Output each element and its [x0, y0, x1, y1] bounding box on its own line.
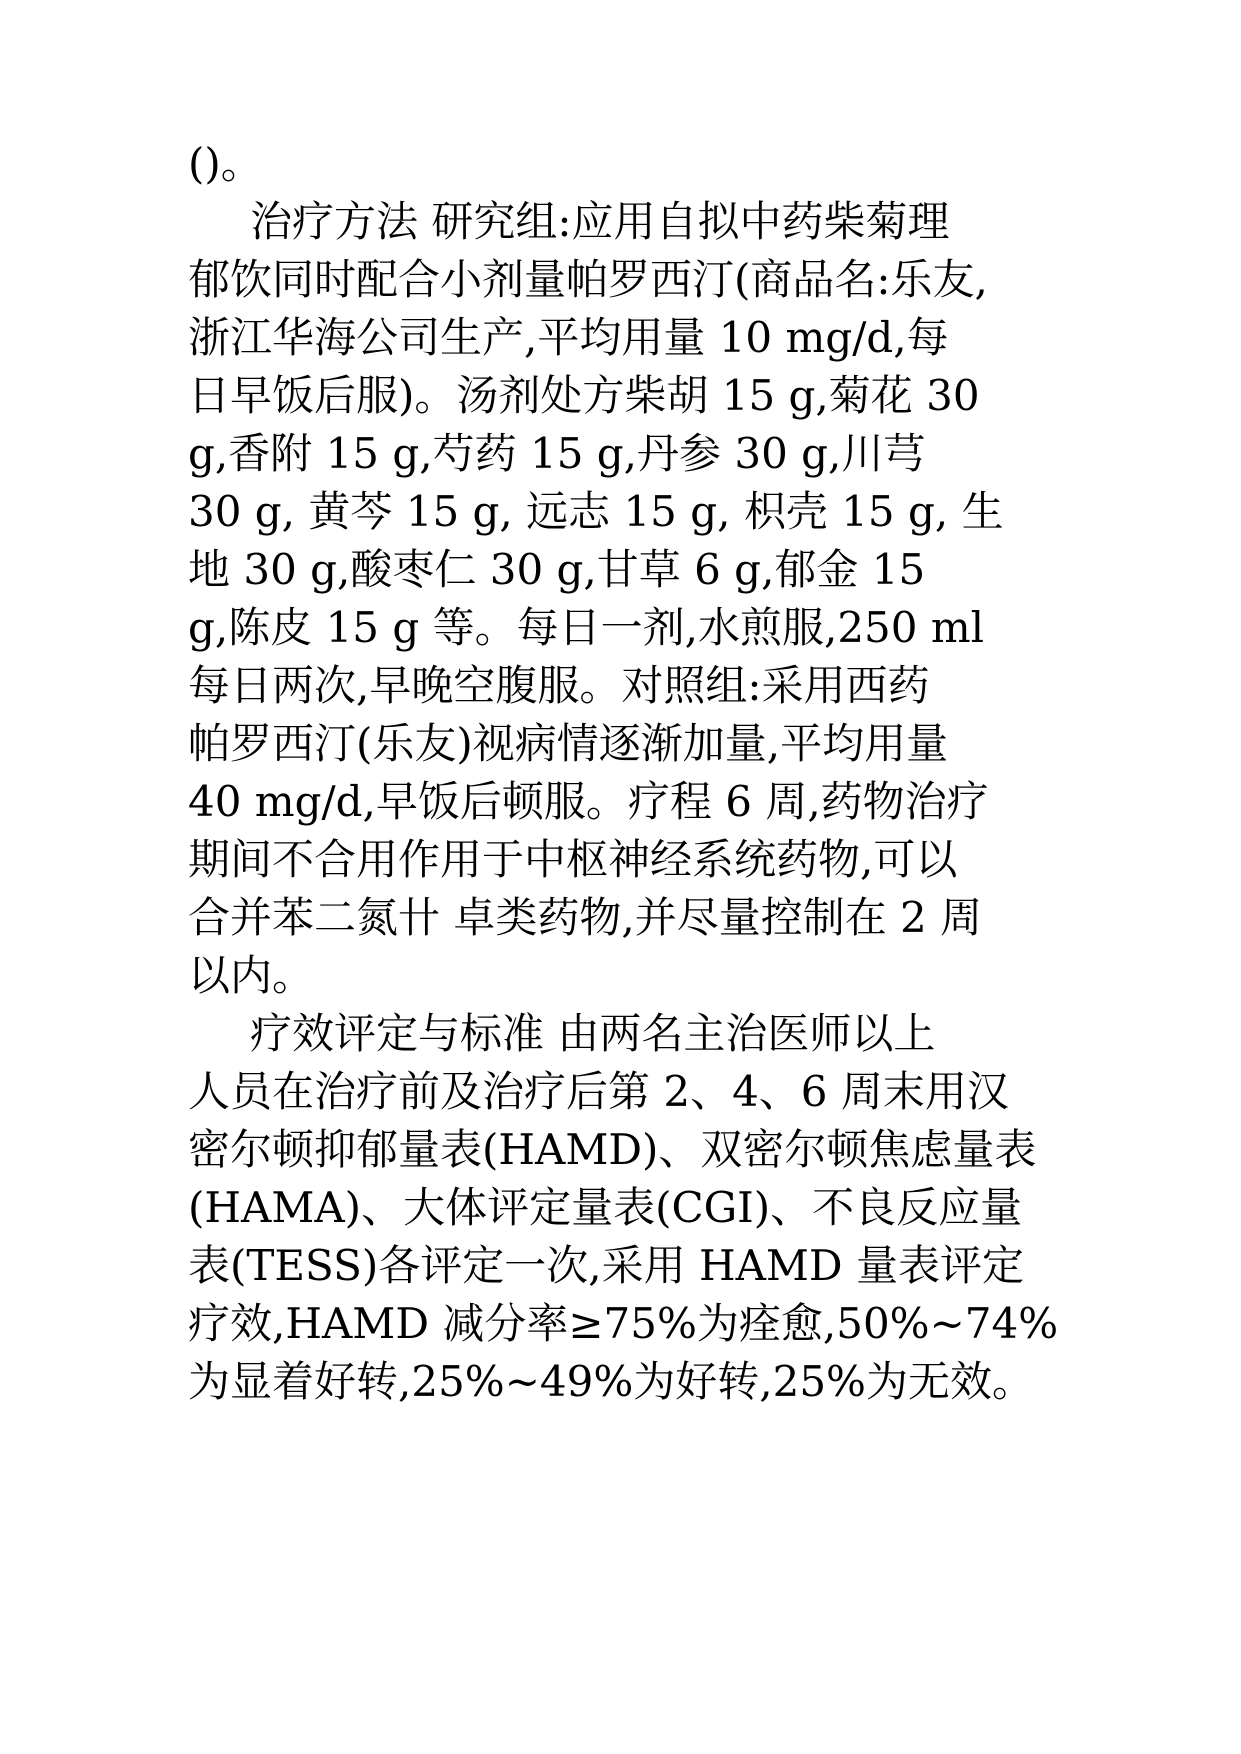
text-line: 浙江华海公司生产,平均用量 10 mg/d,每 [188, 313, 949, 362]
text-line: 合并苯二氮卄 卓类药物,并尽量控制在 2 周 [188, 893, 983, 942]
paragraph-treatment-methods-start: 治疗方法 研究组:应用自拟中药柴菊理 [250, 197, 950, 246]
text-line: 30 g, 黄芩 15 g, 远志 15 g, 枳壳 15 g, 生 [188, 487, 1004, 536]
text-line: 以内。 [188, 951, 315, 1000]
text-line: (HAMA)、大体评定量表(CGI)、不良反应量 [188, 1183, 1023, 1232]
text-line: 地 30 g,酸枣仁 30 g,甘草 6 g,郁金 15 [188, 545, 926, 594]
text-line: 郁饮同时配合小剂量帕罗西汀(商品名:乐友, [188, 255, 988, 304]
text-line: ()。 [188, 139, 263, 188]
text-line: 40 mg/d,早饭后顿服。疗程 6 周,药物治疗 [188, 777, 989, 826]
text-line: 帕罗西汀(乐友)视病情逐渐加量,平均用量 [188, 719, 949, 768]
text-line: 期间不合用作用于中枢神经系统药物,可以 [188, 835, 958, 884]
text-line: g,陈皮 15 g 等。每日一剂,水煎服,250 ml [188, 603, 985, 652]
text-line: 密尔顿抑郁量表(HAMD)、双密尔顿焦虑量表 [188, 1125, 1037, 1174]
text-line: 每日两次,早晚空腹服。对照组:采用西药 [188, 661, 930, 710]
text-line: 人员在治疗前及治疗后第 2、4、6 周末用汉 [188, 1067, 1009, 1116]
text-line: 表(TESS)各评定一次,采用 HAMD 量表评定 [188, 1241, 1024, 1290]
text-line: 疗效,HAMD 减分率≥75%为痊愈,50%~74% [188, 1299, 1059, 1348]
text-line: 为显着好转,25%~49%为好转,25%为无效。 [188, 1357, 1034, 1406]
text-line: g,香附 15 g,芍药 15 g,丹参 30 g,川芎 [188, 429, 926, 478]
paragraph-efficacy-evaluation-start: 疗效评定与标准 由两名主治医师以上 [250, 1009, 936, 1058]
text-line: 日早饭后服)。汤剂处方柴胡 15 g,菊花 30 [188, 371, 980, 420]
